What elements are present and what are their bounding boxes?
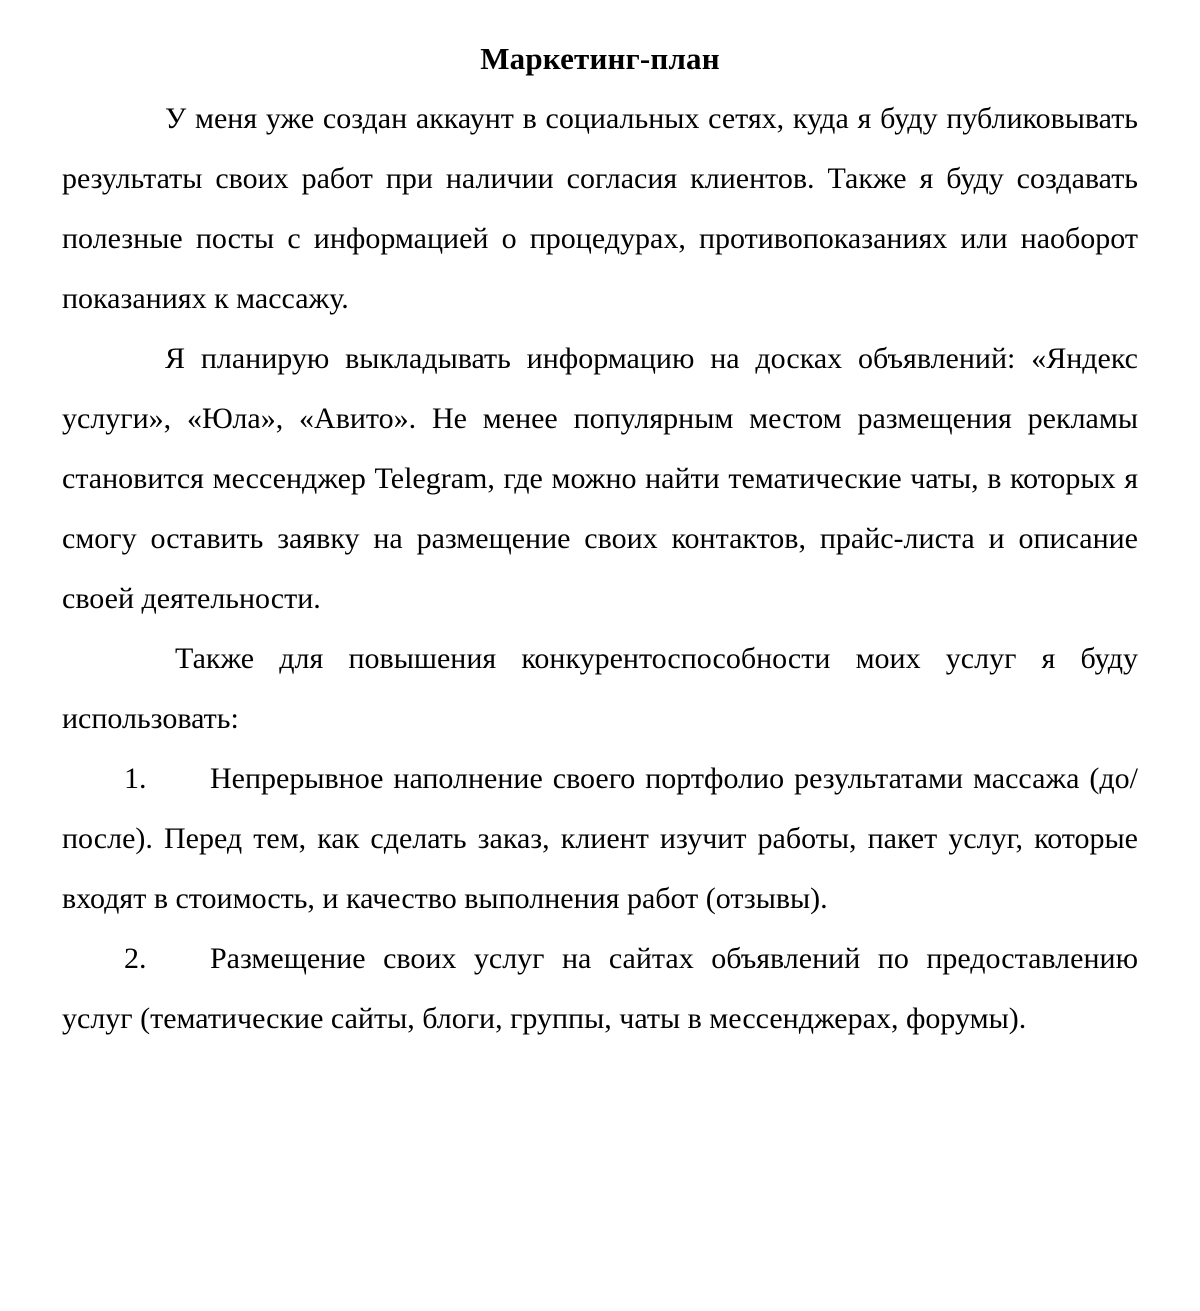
page-title: Маркетинг-план (480, 41, 720, 76)
list-item-marker: 2. (124, 942, 147, 975)
list-item (62, 749, 1138, 929)
paragraph-3: Также для повышения конкурентоспособности моих услуг я буду использовать: (62, 642, 1138, 735)
document-body (0, 89, 1200, 1049)
paragraph-2: Я планирую выкладывать информацию на досках объявлений: «Яндекс услуги», «Юла», «Авито». Не менее популярным местом размещения рекламы становится мессенджер Telegram, где можно найти тематические чаты, в которых я смогу оставить заявку на размещение своих контактов, прайс-листа и описание своей деятельности. (62, 342, 1138, 615)
list-item-text: Непрерывное наполнение своего портфолио результатами массажа (до/после). Перед тем, как сделать заказ, клиент изучит работы, пакет услуг, которые входят в стоимость, и качество выполнения работ (отзывы). (62, 762, 1138, 915)
list-item-text: Размещение своих услуг на сайтах объявлений по предоставлению услуг (тематические сайты, блоги, группы, чаты в мессенджерах, форумы). (62, 942, 1138, 1035)
list-item-marker: 1. (124, 762, 147, 795)
list-item (62, 929, 1138, 1049)
paragraph-1: У меня уже создан аккаунт в социальных сетях, куда я буду публиковывать результаты своих работ при наличии согласия клиентов. Также я буду создавать полезные посты с информацией о процедурах, противопоказаниях или наоборот показаниях к массажу. (62, 102, 1138, 315)
